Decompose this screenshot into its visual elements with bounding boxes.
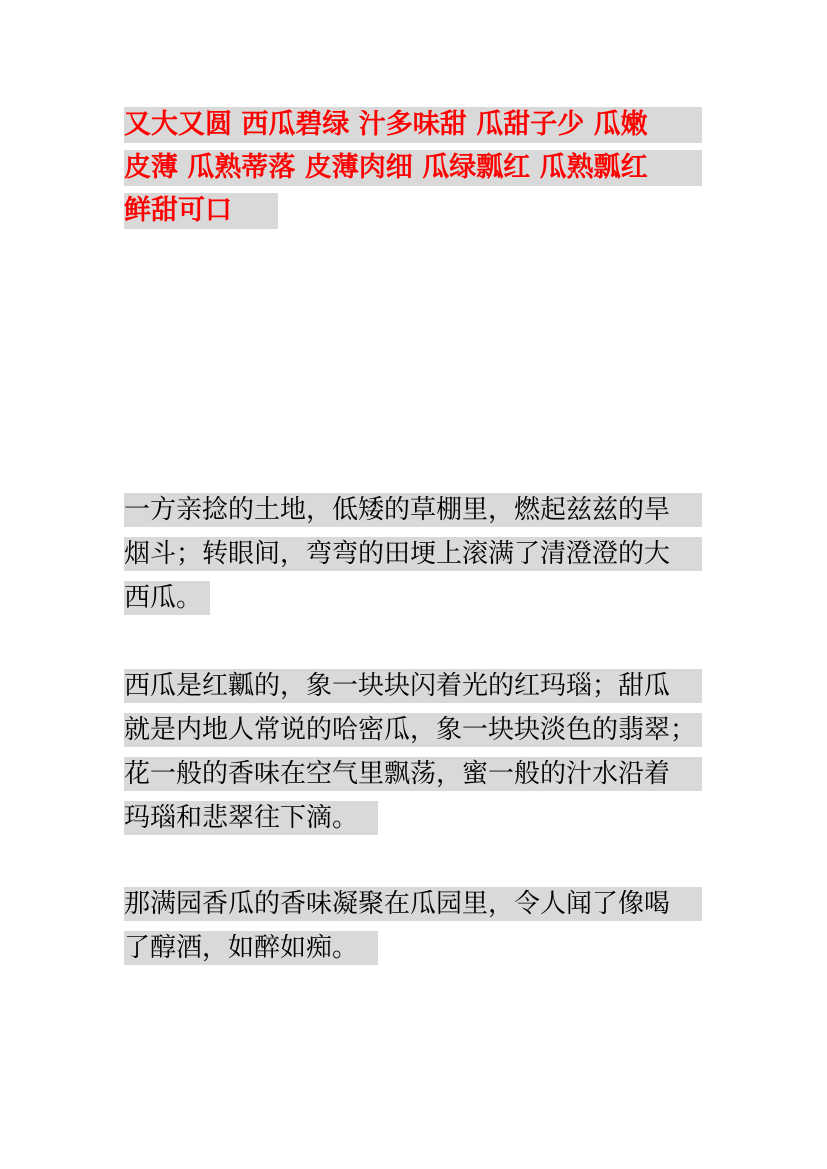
paragraph-2 — [124, 664, 704, 840]
paragraph-line — [124, 926, 704, 970]
paragraph-line-text: 了醇酒，如醉如痴。 — [124, 931, 378, 965]
paragraph-line — [124, 708, 704, 752]
title-line — [124, 103, 704, 146]
paragraph-line — [124, 752, 704, 796]
paragraph-line-text: 西瓜是红瓤的，象一块块闪着光的红玛瑙；甜瓜 — [124, 669, 702, 703]
paragraph-3 — [124, 882, 704, 970]
paragraph-line — [124, 576, 704, 620]
title-line-text: 皮薄 瓜熟蒂落 皮薄肉细 瓜绿瓢红 瓜熟瓢红 — [124, 150, 702, 186]
title-line-text: 鲜甜可口 — [124, 193, 278, 229]
title-block — [124, 103, 704, 232]
title-line — [124, 146, 704, 189]
paragraph-line — [124, 796, 704, 840]
paragraph-line-text: 西瓜。 — [124, 581, 210, 615]
title-line-text: 又大又圆 西瓜碧绿 汁多味甜 瓜甜子少 瓜嫩 — [124, 107, 702, 143]
paragraph-line-text: 玛瑙和悲翠往下滴。 — [124, 801, 378, 835]
paragraph-line — [124, 532, 704, 576]
paragraph-line-text: 花一般的香味在空气里飘荡，蜜一般的汁水沿着 — [124, 757, 702, 791]
paragraph-line-text: 那满园香瓜的香味凝聚在瓜园里，令人闻了像喝 — [124, 887, 702, 921]
paragraph-line-text: 烟斗；转眼间，弯弯的田埂上滚满了清澄澄的大 — [124, 537, 702, 571]
paragraph-line — [124, 882, 704, 926]
paragraph-line-text: 一方亲捻的土地，低矮的草棚里，燃起兹兹的旱 — [124, 493, 702, 527]
paragraph-line — [124, 488, 704, 532]
paragraph-line — [124, 664, 704, 708]
paragraph-line-text: 就是内地人常说的哈密瓜，象一块块淡色的翡翠； — [124, 713, 702, 747]
title-line — [124, 189, 704, 232]
paragraph-1 — [124, 488, 704, 620]
